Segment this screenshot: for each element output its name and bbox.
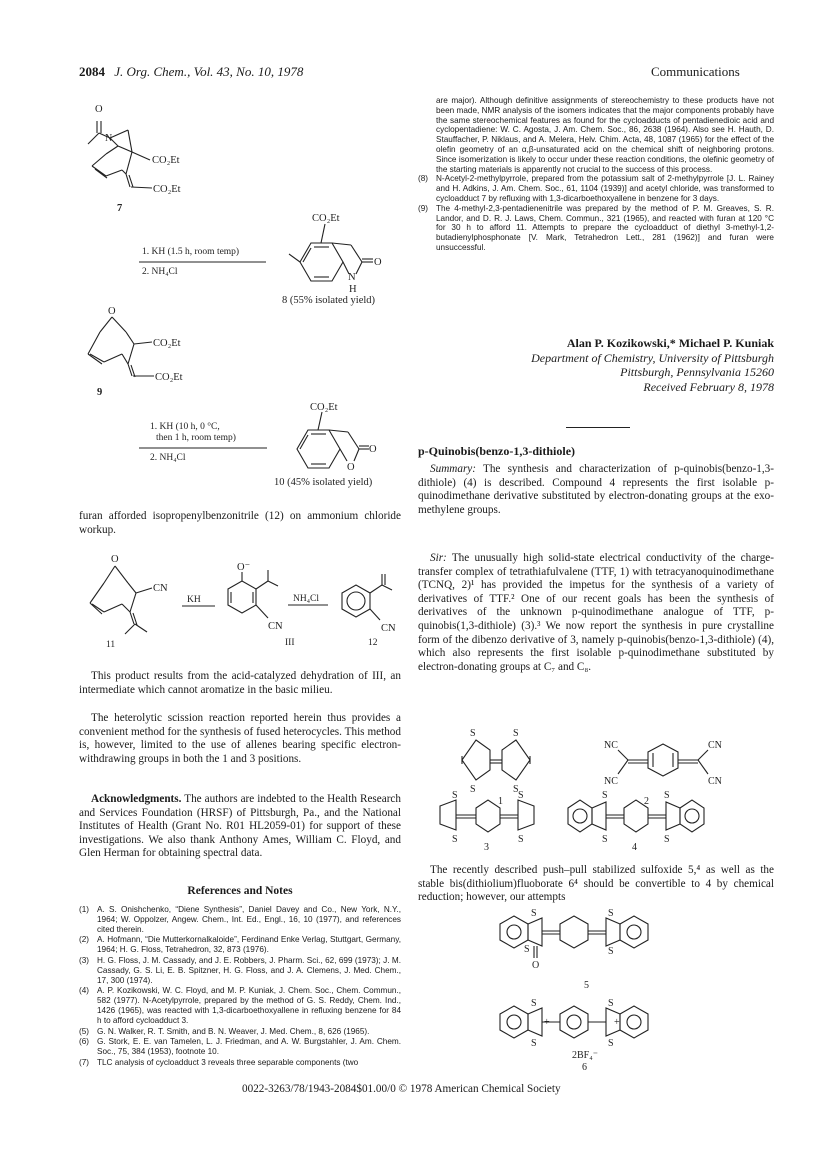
note-item: (9) The 4-methyl-2,3-pentadienenitrile was prepared by the method of P. M. Greaves, S. R. Landor, and D. R. J. Laws, Chem. Commun., 321 (1965), and reacted with furan at 120 °C for 30 h to afford 11. Attempts to prepare the cycloadduct of diethyl 3-methyl-1,2-butadienylphosphonate [V. Mark, Tetrahedron Lett., 281 (1962)] and furan were unsuccessful. [418,203,774,252]
section-divider [566,427,630,428]
article-summary [418,463,774,517]
s6-sulfur-b: S [531,1038,537,1049]
compound-11-label: 11 [106,640,116,650]
c8-hydrogen: H [349,284,357,295]
note-7-continued: are major). Although definitive assignments of stereochemistry to these products have not been made, NMR analysis of the isomers indicates that the major components probably have the same stereochemical features as found for the cycloadducts of pentadienedioic acid and cyclopentadiene: W. C. Agosta, J. Am. Chem. Soc., 86, 2638 (1964). Also see H. Hauth, D. Stauffacher, P. Niklaus, and A. Melera, Helv. Chim. Acta, 48, 1087 (1965) for the effect of the olefin geometry of an α,β-unsaturated acid on the chemical shift of neighboring protons. Since isomerization is likely to occur under these reaction conditions, the olefinic geometry of the starting materials is apparently not crucial to the success of this process. [436,96,774,174]
summary-text: The synthesis and characterization of p-quinobis(benzo-1,3-dithiole) (4) is described. Compound 4 represents the first isolable p-quinodimethane derivative substituted by electron-donating groups at the exo-methylene groups. [418,463,774,516]
references-list [79,905,401,1069]
s2-nc-1: NC [604,740,618,751]
references-title: References and Notes [187,885,293,897]
c8-nitrogen: N [348,272,356,283]
c7-ester-2: CO₂Et [153,184,181,195]
s2-nc-2: NC [604,776,618,787]
summary-label: Summary: [430,463,476,475]
reaction-scheme-left [70,92,410,520]
compound-9-label: 9 [97,387,103,398]
sir-label: Sir: [430,552,447,564]
s1-sulfur-c: S [470,784,476,795]
structure-3-label: 3 [484,842,489,853]
section-name: Communications [651,64,740,79]
iii-oxide: O⁻ [237,562,251,573]
c8-ester: CO₂Et [312,213,340,224]
s6-sulfur-c: S [608,998,614,1009]
s6-sulfur-d: S [608,1038,614,1049]
s3-sulfur-b: S [452,834,458,845]
c11-oxygen: O [111,554,119,565]
s3-sulfur-c: S [518,790,524,801]
structure-4-label: 4 [632,842,637,853]
s6-sulfur-a: S [531,998,537,1009]
s3-sulfur-d: S [518,834,524,845]
c10-ester: CO₂Et [310,402,338,413]
scheme-11-iii-12 [70,548,410,660]
acknowledgments-body: The authors are indebted to the Health Research and Services Foundation (HRSF) of Pittsburgh, Pa., and the National Institutes of Health (Grant No. R01 HL2059-01) for support of these investigations. We also thank Anthony Ames, William C. Floyd, and Glen Herman for obtaining spectral data. [79,793,401,860]
s5-sulfur-a: S [531,908,537,919]
c12-nitrile: CN [381,623,396,634]
s1-sulfur-d: S [513,784,519,795]
structure-1-label: 1 [498,796,503,807]
author-city: Pittsburgh, Pennsylvania 15260 [620,365,774,380]
acknowledgments [79,793,401,861]
notes-continued [418,96,774,253]
c7-ester-1: CO₂Et [152,155,180,166]
author-names: Alan P. Kozikowski,* Michael P. Kuniak [566,336,774,350]
c10-carbonyl-oxygen: O [369,444,377,455]
s4-sulfur-c: S [664,790,670,801]
s4-sulfur-b: S [602,834,608,845]
s1-sulfur-b: S [513,728,519,739]
s5-sulfur-c: S [608,908,614,919]
article-body-1 [418,552,774,674]
s4-sulfur-a: S [602,790,608,801]
reference-item: (5) G. N. Walker, R. T. Smith, and B. N. Weaver, J. Med. Chem., 8, 626 (1965). [79,1026,370,1036]
received-date: Received February 8, 1978 [643,379,774,394]
structure-5-label: 5 [584,980,589,991]
reagent-kh: KH [187,595,201,605]
c9-oxygen: O [108,306,116,317]
c10-step-1a: 1. KH (10 h, 0 °C, [150,422,220,432]
s6-plus-b: + [614,1017,620,1028]
sir-text: The unusually high solid-state electrical conductivity of the charge-transfer complex of tetrathiafulvalene (TTF, 1) with tetracyanoquinodimethane (TCNQ, 2)¹ has provided the impetus for the synthesis of a variety of derivatives of TTF.² One of our recent goals has been the synthesis of derivatives of the unknown p-quinodimethane analogue of TTF, p-quinobis(1,3-dithiole) (3).³ We now report the synthesis in pure crystalline form of the dibenzo derivative of 3, namely p-quinobis(benzo-1,3-dithiole) (4), which also represents the first isolable p-quinodimethane substituted by electron-donating groups at C₇ and C₈. [418,552,774,673]
left-paragraph-3: The heterolytic scission reaction reported herein thus provides a convenient method for the synthesis of fused heterocycles. This method is, however, limited to the use of allenes bearing specific electron-withdrawing groups in both the 1 and 3 positions. [79,712,401,765]
structure-6-label: 6 [582,1062,587,1073]
c11-nitrile: CN [153,583,168,594]
s5-sulfur-d: S [608,946,614,957]
page-footer: 0022-3263/78/1943-2084$01.00/0 © 1978 American Chemical Society [242,1083,561,1095]
iii-nitrile: CN [268,621,283,632]
c9-ester-1: CO₂Et [153,338,181,349]
compound-8-label: 8 (55% isolated yield) [282,295,376,306]
c8-oxygen: O [374,257,382,268]
left-paragraph-1: furan afforded isopropenylbenzonitrile (12) on ammonium chloride workup. [79,510,401,536]
reference-item: (2) A. Hofmann, “Die Mutterkornalkaloide”, Ferdinand Enke Verlag, Stuttgart, Germany, 1964; H. G. Floss, Tetrahedron, 32, 873 (1976). [79,935,401,955]
reference-item: (4) A. P. Kozikowski, W. C. Floyd, and M. P. Kuniak, J. Chem. Soc., Chem. Commun., 582 (1977). N-Acetylpyrrole, prepared by the method of G. S. Reddy, Chem. Ind., 1426 (1965), was reacted with 1,3-dicarboethoxyallene in refluxing benzene for 84 h to afford cycloadduct 3. [79,986,401,1025]
author-department: Department of Chemistry, University of Pittsburgh [531,350,774,365]
reference-item: (1) A. S. Onishchenko, “Diene Synthesis”, Daniel Davey and Co., New York, N.Y., 1964; W. Oppolzer, Angew. Chem., Int. Ed., Engl., 16, 10 (1977), and references cited therein. [79,905,401,934]
reference-item: (3) H. G. Floss, J. M. Cassady, and J. E. Robbers, J. Pharm. Sci., 62, 699 (1973); J. M. Cassady, G. S. Li, E. B. Spitzner, H. G. Floss, and J. A. Clemens, J. Med. Chem., 17, 300 (1974). [79,955,401,985]
s2-cn-2: CN [708,776,722,787]
author-block [418,336,774,394]
c10-ring-oxygen: O [347,462,355,473]
s6-plus-a: + [544,1017,550,1028]
reagent-nh4cl: NH₄Cl [293,594,320,604]
structures-1-to-4 [418,720,774,853]
c7-nitrogen: N [105,133,113,144]
s2-cn-1: CN [708,740,722,751]
c8-step-2: 2. NH₄Cl [142,267,178,277]
structures-5-and-6 [418,906,774,1076]
s3-sulfur-a: S [452,790,458,801]
article-body-2: The recently described push–pull stabilized sulfoxide 5,⁴ as well as the stable bis(dithiolium)fluoborate 6⁴ should be convertible to 4 by chemical reduction; however, our attempts [418,864,774,904]
c8-step-1: 1. KH (1.5 h, room temp) [142,247,240,257]
s6-counterion: 2BF₄⁻ [572,1050,598,1061]
compound-12-label: 12 [368,638,378,648]
c10-step-2: 2. NH₄Cl [150,453,186,463]
s4-sulfur-d: S [664,834,670,845]
running-header [79,64,303,80]
s5-sulfur-b: S [524,944,530,955]
reference-item: (7) TLC analysis of cycloadduct 3 reveals three separable components (two [79,1057,359,1067]
left-paragraph-2: This product results from the acid-catalyzed dehydration of III, an intermediate which cannot aromatize in the basic milieu. [79,670,401,696]
intermediate-iii-label: III [285,638,295,648]
page-number: 2084 [79,64,105,79]
journal-citation: J. Org. Chem., Vol. 43, No. 10, 1978 [114,64,304,79]
s5-oxygen: O [532,960,540,971]
c7-oxygen: O [95,104,103,115]
compound-7-label: 7 [117,203,123,214]
note-item: (8) N-Acetyl-2-methylpyrrole, prepared from the potassium salt of 2-methylpyrrole [J. L. Rainey and H. Adkins, J. Am. Chem. Soc., 61, 1104 (1939)] and acetyl chloride, was transformed to cycloadduct 7 by refluxing with 1,3-dicarboethoxyallene in benzene for 3 days. [418,174,774,203]
structure-2-label: 2 [644,796,649,807]
c9-ester-2: CO₂Et [155,372,183,383]
acknowledgments-heading: Acknowledgments. [91,793,182,805]
reference-item: (6) G. Stork, E. E. van Tamelen, L. J. Friedman, and A. W. Burgstahler, J. Am. Chem. Soc., 75, 384 (1953), footnote 10. [79,1037,401,1057]
c10-step-1b: then 1 h, room temp) [156,433,236,443]
s1-sulfur-a: S [470,728,476,739]
compound-10-label: 10 (45% isolated yield) [274,477,373,488]
article-title: p-Quinobis(benzo-1,3-dithiole) [418,444,576,458]
